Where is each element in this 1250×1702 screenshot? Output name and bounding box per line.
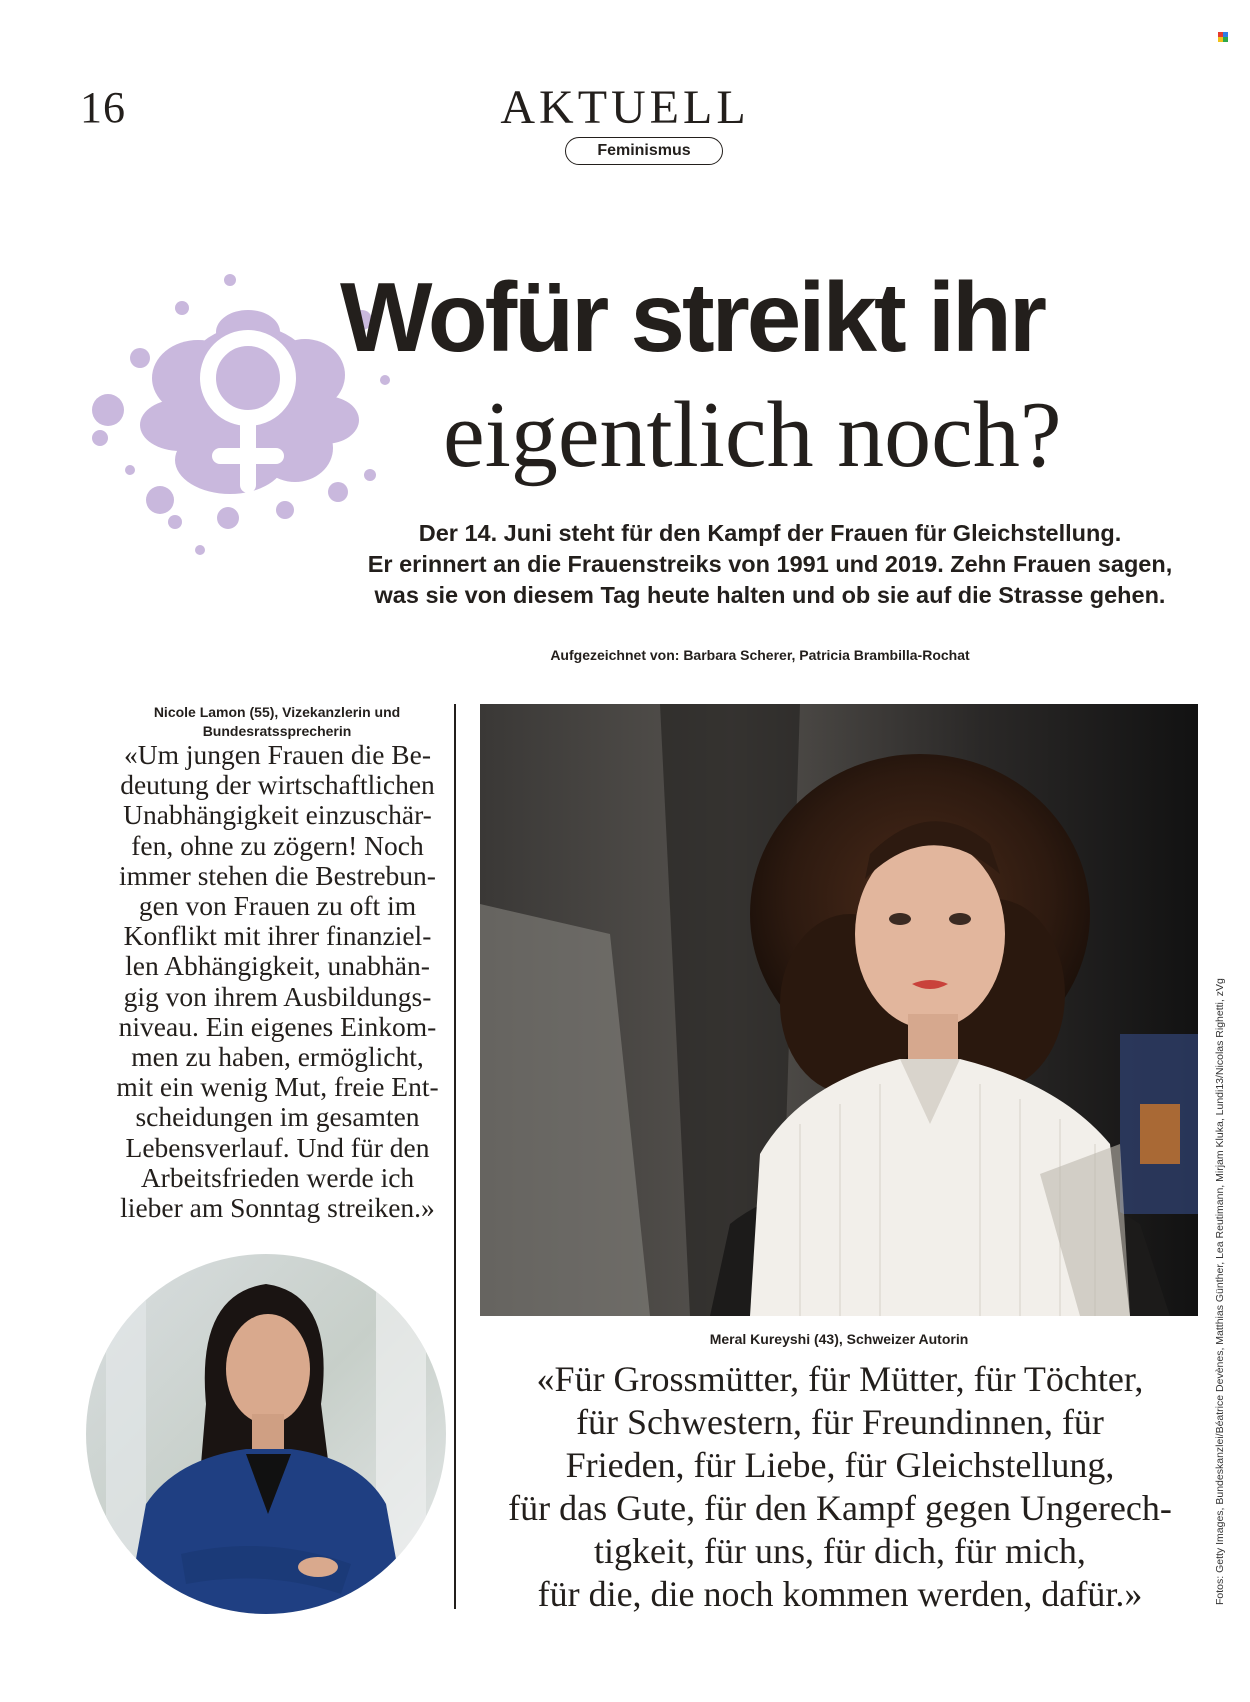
quote-line: niveau. Ein eigenes Einkom-: [118, 1010, 437, 1042]
lead-paragraph: [320, 518, 1220, 611]
portrait-photo-circle: [86, 1254, 446, 1614]
quote-line: Konflikt mit ihrer finanziel-: [123, 920, 432, 952]
photo-caption: Meral Kureyshi (43), Schweizer Autorin: [709, 1331, 969, 1347]
main-portrait-photo: [480, 704, 1198, 1316]
quote-right: [470, 1358, 1210, 1616]
lead-line: was sie von diesem Tag heute halten und ob sie auf die Strasse gehen.: [374, 582, 1166, 608]
quote-line: men zu haben, ermöglicht,: [131, 1041, 424, 1073]
quote-left: [85, 740, 470, 1223]
quote-line: Frieden, für Liebe, für Gleichstellung,: [565, 1445, 1115, 1485]
quote-line: fen, ohne zu zögern! Noch: [131, 829, 424, 861]
color-registration-mark-icon: [1218, 32, 1228, 42]
quote-line: lieber am Sonntag streiken.»: [120, 1192, 435, 1224]
quote-line: deutung der wirtschaftlichen: [120, 769, 435, 801]
quote-line: len Abhängigkeit, unabhän-: [125, 950, 430, 982]
quote-line: scheidungen im gesamten: [135, 1101, 420, 1133]
speaker-name-line: Nicole Lamon (55), Vizekanzlerin und: [153, 704, 401, 720]
quote-line: immer stehen die Bestrebun-: [119, 859, 436, 891]
quote-line: gen von Frauen zu oft im: [138, 890, 417, 922]
photo-credits: Fotos: Getty Images, Bundeskanzlei/Béatrice Devènes, Matthias Günther, Lea Reutimann, Mirjam Kluka, Lundi13/Nicolas Righetti, zVg: [1214, 978, 1226, 1605]
headline-line-2: eigentlich noch?: [443, 383, 1062, 487]
author-credit: Aufgezeichnet von: Barbara Scherer, Patricia Brambilla-Rochat: [550, 647, 970, 663]
quote-line: für die, die noch kommen werden, dafür.»: [537, 1574, 1143, 1614]
quote-line: Unabhängigkeit einzuschär-: [123, 799, 432, 831]
speaker-name-line: Bundesratssprecherin: [202, 723, 352, 739]
quote-line: mit ein wenig Mut, freie Ent-: [116, 1071, 439, 1103]
quote-line: Arbeitsfrieden werde ich: [140, 1161, 415, 1193]
quote-line: tigkeit, für uns, für dich, für mich,: [594, 1531, 1086, 1571]
speaker-name-left: [92, 703, 462, 741]
quote-line: «Für Grossmütter, für Mütter, für Töchter,: [536, 1359, 1144, 1399]
topic-tag: Feminismus: [565, 137, 723, 165]
quote-line: Lebensverlauf. Und für den: [125, 1131, 430, 1163]
lead-line: Der 14. Juni steht für den Kampf der Frauen für Gleichstellung.: [418, 520, 1122, 546]
quote-line: gig von ihrem Ausbildungs-: [123, 980, 432, 1012]
column-divider: [454, 704, 456, 1609]
quote-line: für Schwestern, für Freundinnen, für: [576, 1402, 1104, 1442]
quote-line: für das Gute, für den Kampf gegen Ungerech-: [508, 1488, 1172, 1528]
headline-line-1: Wofür streikt ihr: [340, 262, 1045, 372]
quote-line: «Um jungen Frauen die Be-: [123, 739, 431, 770]
lead-line: Er erinnert an die Frauenstreiks von 1991 und 2019. Zehn Frauen sagen,: [367, 551, 1173, 577]
section-title: AKTUELL: [500, 81, 750, 134]
page-number: 16: [80, 83, 126, 132]
